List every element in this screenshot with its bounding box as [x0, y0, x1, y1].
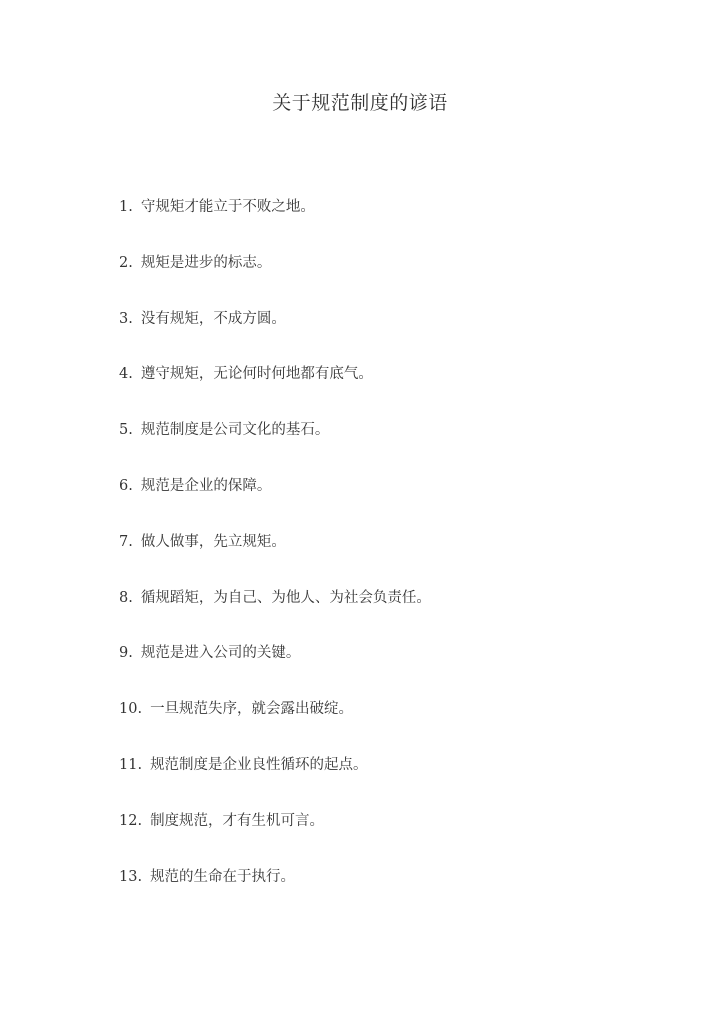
list-item — [119, 642, 431, 698]
list-item — [119, 475, 431, 531]
item-text: 规范的生命在于执行。 — [150, 868, 296, 885]
item-number: 5. — [119, 422, 133, 439]
list-item — [119, 196, 431, 252]
proverb-list — [119, 196, 431, 921]
item-text: 规范制度是公司文化的基石。 — [140, 422, 330, 439]
item-number: 8. — [119, 589, 133, 606]
list-item — [119, 252, 431, 308]
item-text: 一旦规范失序，就会露出破绽。 — [150, 701, 354, 718]
item-number: 11. — [119, 756, 143, 773]
list-item — [119, 754, 431, 810]
list-item — [119, 531, 431, 587]
item-number: 3. — [119, 310, 133, 327]
item-text: 规矩是进步的标志。 — [140, 254, 272, 271]
list-item — [119, 866, 431, 922]
item-number: 2. — [119, 254, 133, 271]
item-text: 规范是企业的保障。 — [140, 477, 272, 494]
list-item — [119, 587, 431, 643]
item-text: 规范制度是企业良性循环的起点。 — [150, 756, 368, 773]
item-number: 4. — [119, 366, 133, 383]
item-number: 6. — [119, 477, 133, 494]
item-text: 制度规范，才有生机可言。 — [150, 812, 325, 829]
item-number: 13. — [119, 868, 143, 885]
document-title: 关于规范制度的谚语 — [272, 92, 448, 114]
item-text: 没有规矩，不成方圆。 — [140, 310, 286, 327]
item-text: 遵守规矩，无论何时何地都有底气。 — [140, 366, 373, 383]
item-number: 10. — [119, 701, 143, 718]
item-text: 守规矩才能立于不败之地。 — [140, 199, 315, 215]
item-number: 9. — [119, 645, 133, 662]
item-text: 做人做事，先立规矩。 — [140, 533, 286, 550]
list-item — [119, 810, 431, 866]
item-number: 12. — [119, 812, 143, 829]
item-text: 规范是进入公司的关键。 — [140, 645, 301, 662]
list-item — [119, 363, 431, 419]
list-item — [119, 698, 431, 754]
item-number: 1. — [119, 199, 133, 215]
item-number: 7. — [119, 533, 133, 550]
item-text: 循规蹈矩，为自己、为他人、为社会负责任。 — [140, 589, 431, 606]
list-item — [119, 419, 431, 475]
list-item — [119, 308, 431, 364]
